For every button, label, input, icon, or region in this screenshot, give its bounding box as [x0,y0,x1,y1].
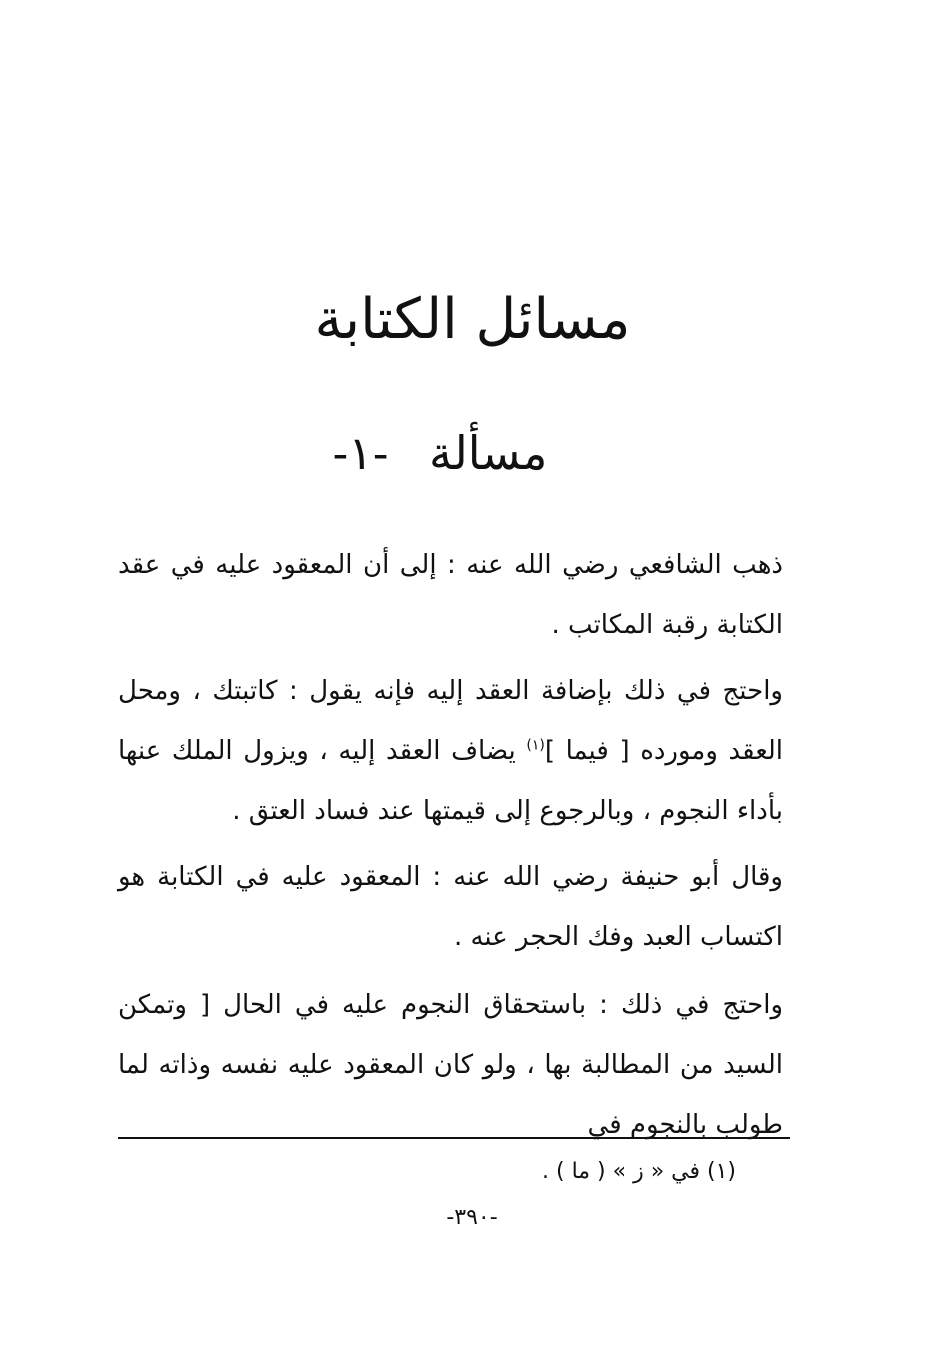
paragraph-text-before-footnote: واحتج في ذلك بإضافة العقد إليه فإنه يقول : كاتبتك ، ومحل العقد ومورده [ فيما ] [118,676,784,766]
footnote-divider [118,1137,790,1139]
footnote: (١) في « ز » ( ما ) . [542,1159,736,1184]
paragraph-hanafi-view: وقال أبو حنيفة رضي الله عنه : المعقود عليه في الكتابة هو اكتساب العبد وفك الحجر عنه . [118,862,783,952]
footnote-reference: (١) [526,737,545,754]
paragraph-hanafi-argument: واحتج في ذلك : باستحقاق النجوم عليه في الحال [ وتمكن السيد من المطالبة بها ، ولو كان المعقود عليه نفسه وذاته لما طولب بالنجوم في [118,990,783,1140]
paragraph-shafii-view: ذهب الشافعي رضي الله عنه : إلى أن المعقود عليه في عقد الكتابة رقبة المكاتب . [118,550,783,640]
chapter-title: مسائل الكتابة [314,287,631,352]
issue-number: -١- [332,426,389,480]
paragraph-text-after-footnote: يضاف العقد إليه ، ويزول الملك عنها بأداء النجوم ، وبالرجوع إلى قيمتها عند فساد العتق . [118,736,783,826]
issue-label: مسألة [429,426,548,480]
paragraph-shafii-argument [118,661,783,841]
issue-heading [260,418,620,488]
body-text [118,535,783,1155]
page-number: -٣٩٠- [446,1205,498,1230]
